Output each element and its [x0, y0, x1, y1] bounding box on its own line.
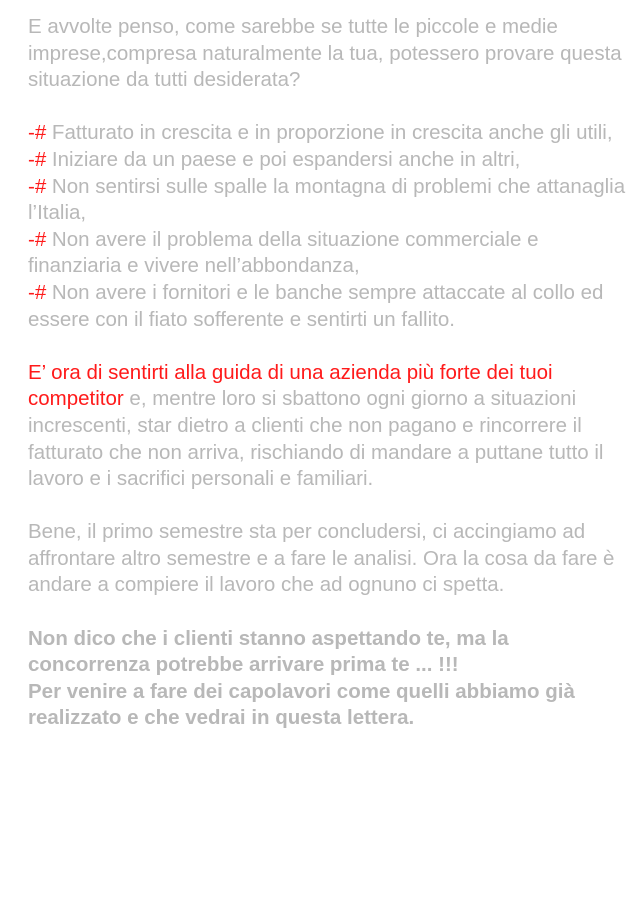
- bullet-marker: -#: [28, 121, 47, 145]
- benefit-text: Fatturato in crescita e in proporzione in crescita anche gli utili,: [46, 121, 613, 145]
- paragraph-spacer: [28, 333, 628, 360]
- benefit-item: [28, 120, 628, 147]
- semester-paragraph: Bene, il primo semestre sta per concludersi, ci accingiamo ad affrontare altro semestre e a fare le analisi. Ora la cosa da fare è andare a compiere il lavoro che ad ognuno ci spetta.: [28, 520, 615, 597]
- bullet-marker: -#: [28, 280, 47, 304]
- paragraph-spacer: [28, 94, 628, 121]
- benefit-text: Non sentirsi sulle spalle la montagna di problemi che attanaglia l’Italia,: [28, 174, 626, 225]
- benefit-text: Non avere il problema della situazione commerciale e finanziaria e vivere nell’abbondanza,: [28, 227, 539, 278]
- benefit-item: [28, 174, 628, 227]
- letter-body: [28, 14, 628, 732]
- benefit-item: [28, 280, 628, 333]
- paragraph-spacer: [28, 493, 628, 520]
- highlight-paragraph: [28, 360, 628, 493]
- bullet-marker: -#: [28, 174, 47, 198]
- benefit-text: Non avere i fornitori e le banche sempre attaccate al collo ed essere con il fiato sofferente e sentirti un fallito.: [28, 280, 604, 331]
- intro-paragraph: E avvolte penso, come sarebbe se tutte le piccole e medie imprese,compresa naturalmente la tua, potessero provare questa situazione da tutti desiderata?: [28, 15, 622, 92]
- benefit-text: Iniziare da un paese e poi espandersi anche in altri,: [46, 147, 521, 171]
- benefit-item: [28, 227, 628, 280]
- benefit-item: [28, 147, 628, 174]
- benefit-list: [28, 120, 628, 333]
- closing-line-2: Per venire a fare dei capolavori come quelli abbiamo già realizzato e che vedrai in questa lettera.: [28, 679, 575, 730]
- highlight-rest-text: e, mentre loro si sbattono ogni giorno a situazioni increscenti, star dietro a clienti che non pagano e rincorrere il fatturato che non arriva, rischiando di mandare a puttane tutto il lavoro e i sacrifici personali e familiari.: [28, 387, 604, 491]
- closing-line-1: Non dico che i clienti stanno aspettando te, ma la concorrenza potrebbe arrivare prima te ... !!!: [28, 626, 509, 677]
- bullet-marker: -#: [28, 227, 47, 251]
- paragraph-spacer: [28, 599, 628, 626]
- bullet-marker: -#: [28, 147, 47, 171]
- highlight-red-text: E’ ora di sentirti alla guida di una azienda più forte dei tuoi competitor: [28, 360, 553, 411]
